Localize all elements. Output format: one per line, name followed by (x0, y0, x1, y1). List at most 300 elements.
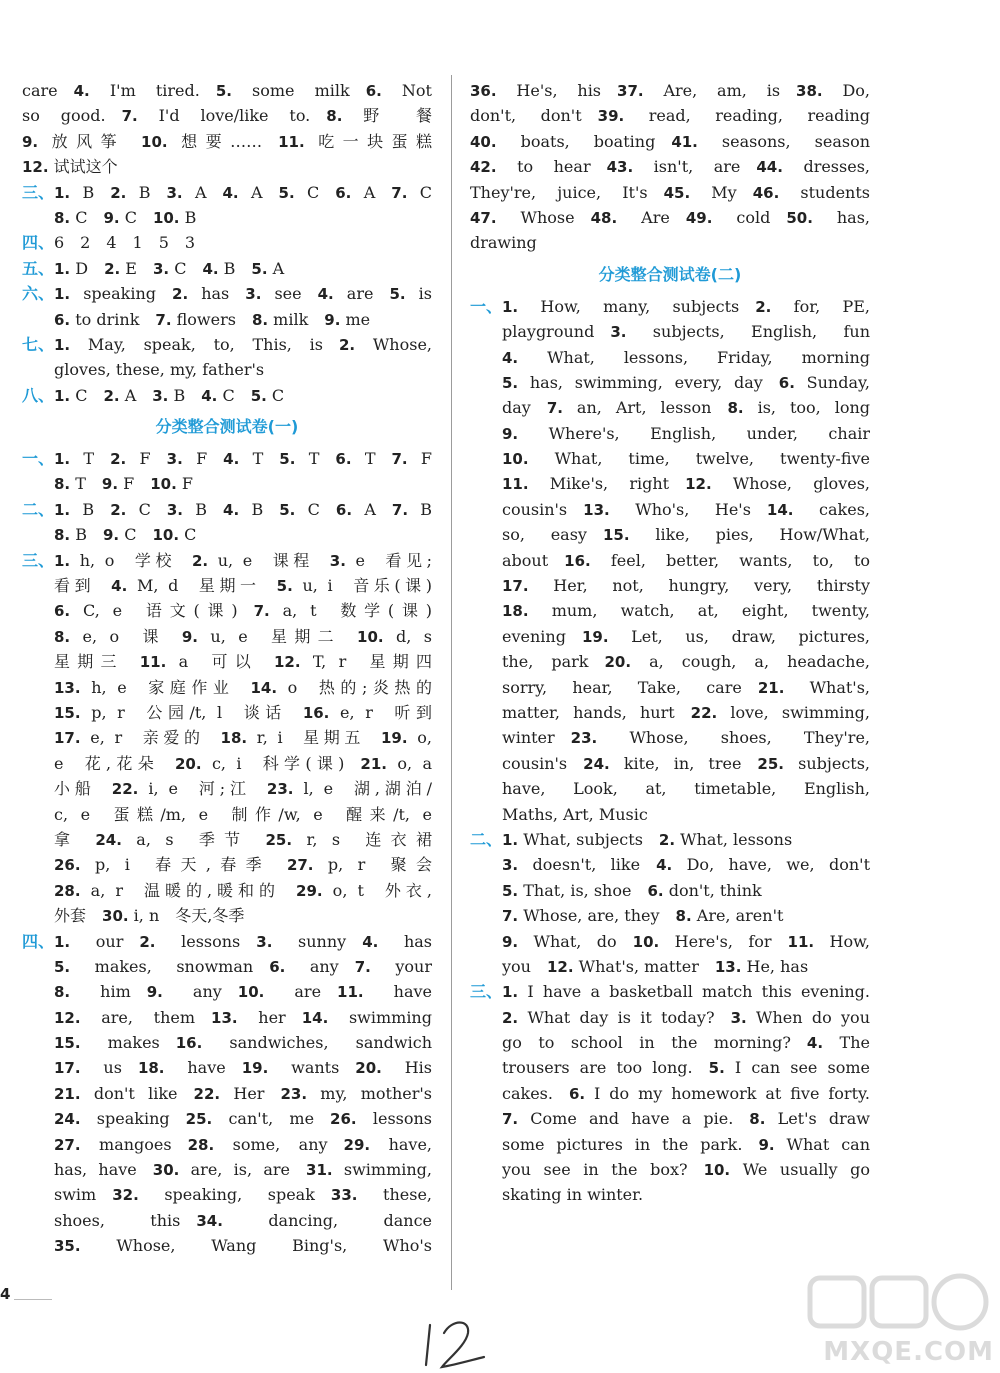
answer-line (22, 307, 432, 332)
answer-line (22, 624, 432, 649)
question-number: 4. (111, 577, 128, 596)
question-number: 8. (749, 1110, 766, 1129)
answer-line (22, 103, 432, 128)
question-number: 1. (54, 551, 71, 570)
question-number: 33. (330, 1186, 358, 1205)
answer-line (22, 649, 432, 674)
answer-line (22, 878, 432, 903)
answer-line (22, 1005, 432, 1030)
answer-line (22, 700, 432, 725)
question-number: 17. (502, 577, 529, 596)
answer-line (470, 878, 870, 903)
question-number: 13. (54, 678, 81, 697)
answer-line (22, 497, 432, 522)
answer-column-left (22, 78, 432, 1259)
question-number: 9. (103, 208, 120, 227)
question-number: 1. (54, 450, 71, 469)
answer-line (22, 1233, 432, 1258)
question-number: 2. (191, 551, 209, 570)
answer-text: 35. Whose, Wang Bing's, Who's (54, 1236, 432, 1256)
question-number: 49. (685, 208, 713, 227)
answer-text: gloves, these, my, father's (54, 360, 265, 380)
answer-text: 1. B 2. B 3. A 4. A 5. C 6. A 7. C (54, 182, 432, 202)
answer-text: 1. speaking 2. has 3. see 4. are 5. is (54, 284, 432, 304)
answer-text: 9. Where's, English, under, chair (502, 423, 870, 443)
answer-text: 1. T 2. F 3. F 4. T 5. T 6. T 7. F (54, 449, 432, 469)
question-number: 6. (568, 1084, 586, 1103)
question-number: 17. (54, 1059, 81, 1078)
answer-line (470, 78, 870, 103)
question-number: 20. (604, 653, 632, 672)
question-number: 13. (583, 500, 610, 519)
question-number: 31. (306, 1161, 333, 1180)
question-number: 3. (610, 323, 627, 342)
answer-text: evening 19. Let, us, draw, pictures, (502, 626, 870, 646)
part-marker: 四、 (22, 931, 55, 951)
question-number: 21. (757, 678, 785, 697)
question-number: 11. (139, 653, 167, 672)
answer-line (470, 675, 870, 700)
answer-text: so, easy 15. like, pies, How/What, (502, 525, 870, 545)
answer-text: 12. are, them 13. her 14. swimming (54, 1007, 432, 1027)
question-number: 29. (296, 881, 323, 900)
section-heading: 分类整合测试卷(二) (598, 264, 742, 284)
answer-text: c, e 蛋糕/m, e 制作/w, e 醒来/t, e (54, 804, 432, 824)
answer-line (470, 294, 870, 319)
answer-text: swim 32. speaking, speak 33. these, (54, 1185, 432, 1205)
question-number: 17. (54, 729, 81, 748)
answer-text: e 花,花朵 20. c, i 科学(课) 21. o, a (54, 753, 432, 773)
question-number: 14. (250, 678, 278, 697)
question-number: 10. (632, 932, 660, 951)
answer-line (470, 827, 870, 852)
part-marker: 七、 (22, 334, 55, 354)
question-number: 2. (110, 450, 127, 469)
answer-line (22, 154, 432, 179)
answer-text: have, Look, at, timetable, English, (502, 779, 870, 799)
answer-text: 28. a, r 温暖的,暖和的 29. o, t 外衣, (54, 880, 432, 900)
question-number: 5. (708, 1059, 725, 1078)
watermark-icon (800, 1270, 1000, 1340)
watermark-text: MXQE.COM (823, 1337, 994, 1367)
question-number: 1. (54, 285, 71, 304)
answer-line (22, 129, 432, 154)
question-number: 5. (279, 450, 296, 469)
question-number: 7. (253, 602, 270, 621)
answer-text: 17. e, r 亲爱的 18. r, i 星期五 19. o, (54, 728, 432, 748)
answer-line (470, 700, 870, 725)
question-number: 11. (502, 475, 529, 494)
answer-text: Maths, Art, Music (502, 804, 648, 824)
question-number: 12. (685, 475, 712, 494)
answer-text: shoes, this 34. dancing, dance (54, 1210, 432, 1230)
answer-line (470, 979, 870, 1004)
answer-line (470, 129, 870, 154)
answer-text: 17. us 18. have 19. wants 20. His (54, 1058, 432, 1078)
answer-text: 7. Come and have a pie. 8. Let's draw (502, 1109, 870, 1129)
question-number: 10. (150, 475, 177, 494)
question-number: 25. (757, 754, 784, 773)
answer-text: 5. has, swimming, every, day 6. Sunday, (502, 372, 870, 392)
answer-line (470, 573, 870, 598)
answer-text: winter 23. Whose, shoes, They're, (502, 728, 870, 748)
question-number: 10. (502, 450, 529, 469)
answer-line (470, 421, 870, 446)
question-number: 9. (181, 627, 198, 646)
question-number: 45. (663, 183, 691, 202)
question-number: 25. (265, 830, 293, 849)
question-number: 2. (502, 1008, 519, 1027)
question-number: 1. (54, 500, 71, 519)
question-number: 8. (54, 983, 71, 1002)
answer-text: has, have 30. are, is, are 31. swimming, (54, 1160, 432, 1180)
question-number: 3. (152, 386, 169, 405)
answer-text: 1. B 2. C 3. B 4. B 5. C 6. A 7. B (54, 499, 432, 519)
answer-line (22, 446, 432, 471)
answer-line (22, 383, 432, 408)
answer-line (22, 954, 432, 979)
answer-text: trousers are too long. 5. I can see some (502, 1058, 870, 1078)
question-number: 3. (245, 285, 262, 304)
question-number: 19. (380, 729, 408, 748)
question-number: 2. (338, 335, 356, 354)
question-number: 1. (502, 297, 519, 316)
question-number: 2. (755, 297, 772, 316)
answer-text: matter, hands, hurt 22. love, swimming, (502, 702, 870, 722)
question-number: 10. (703, 1161, 731, 1180)
answer-line (470, 1157, 870, 1182)
question-number: 48. (590, 208, 618, 227)
question-number: 9. (502, 424, 519, 443)
answer-text: 6. to drink 7. flowers 8. milk 9. me (54, 309, 371, 329)
answer-line (22, 1157, 432, 1182)
question-number: 2. (658, 830, 676, 849)
part-marker: 五、 (22, 258, 55, 278)
answer-line (22, 1055, 432, 1080)
answer-line (22, 357, 432, 382)
answer-line (470, 230, 870, 255)
answer-line (22, 573, 432, 598)
answer-text: 5. makes, snowman 6. any 7. your (54, 956, 432, 976)
question-number: 8. (54, 475, 71, 494)
answer-line (22, 751, 432, 776)
answer-text: 36. He's, his 37. Are, am, is 38. Do, (470, 81, 870, 100)
answer-line (22, 281, 432, 306)
question-number: 23. (266, 780, 294, 799)
question-number: 9. (101, 475, 119, 494)
answer-line (470, 649, 870, 674)
question-number: 12. (546, 957, 574, 976)
part-marker: 一、 (22, 449, 55, 469)
answer-text: 1. h, o 学校 2. u, e 课程 3. e 看见; (54, 550, 432, 570)
question-number: 5. (215, 82, 232, 100)
answer-text: 13. h, e 家庭作业 14. o 热的;炎热的 (54, 677, 432, 697)
question-number: 4. (222, 183, 239, 202)
answer-line (22, 675, 432, 700)
question-number: 39. (597, 107, 625, 126)
answer-line (22, 929, 432, 954)
answer-line (470, 522, 870, 547)
question-number: 30. (102, 907, 129, 926)
answer-text: cakes. 6. I do my homework at five forty. (502, 1083, 870, 1103)
question-number: 32. (112, 1186, 139, 1205)
question-number: 5. (54, 957, 71, 976)
answer-text: 8. B 9. C 10. C (54, 525, 197, 545)
answer-text: 1. How, many, subjects 2. for, PE, (502, 296, 870, 316)
question-number: 7. (502, 907, 519, 926)
answer-text: playground 3. subjects, English, fun (502, 322, 870, 342)
answer-line (22, 1182, 432, 1207)
answer-line (22, 522, 432, 547)
answer-text: 8. e, o 课 9. u, e 星期二 10. d, s (54, 626, 432, 646)
question-number: 8. (326, 107, 343, 126)
question-number: 50. (786, 208, 813, 227)
answer-line (22, 1208, 432, 1233)
answer-text: the, park 20. a, cough, a, headache, (502, 652, 870, 672)
answer-column-right (470, 78, 870, 1208)
question-number: 4. (73, 82, 90, 100)
question-number: 4. (223, 500, 240, 519)
answer-text: 26. p, i 春天,春季 27. p, r 聚会 (54, 855, 432, 875)
question-number: 24. (54, 1110, 81, 1129)
answer-line (22, 230, 432, 255)
question-number: 4. (317, 285, 334, 304)
question-number: 5. (251, 259, 268, 278)
question-number: 4. (502, 348, 519, 367)
question-number: 4. (656, 856, 673, 875)
answer-text: cousin's 24. kite, in, tree 25. subjects, (502, 753, 870, 773)
question-number: 3. (152, 259, 170, 278)
answer-text: skating in winter. (502, 1185, 644, 1205)
answer-text: 11. Mike's, right 12. Whose, gloves, (502, 474, 870, 494)
answer-text: 3. doesn't, like 4. Do, have, we, don't (502, 855, 870, 875)
answer-line (22, 205, 432, 230)
question-number: 13. (211, 1008, 238, 1027)
part-marker: 一、 (470, 296, 503, 316)
question-number: 8. (251, 310, 269, 329)
answer-line (470, 370, 870, 395)
question-number: 3. (256, 932, 273, 951)
question-number: 2. (103, 386, 120, 405)
answer-text: 2. What day is it today? 3. When do you (502, 1007, 870, 1027)
question-number: 12. (54, 1008, 81, 1027)
question-number: 9. (758, 1135, 775, 1154)
answer-line (470, 205, 870, 230)
question-number: 15. (54, 1034, 81, 1053)
question-number: 5. (279, 500, 296, 519)
question-number: 11. (278, 132, 305, 151)
question-number: 15. (602, 526, 630, 545)
answer-text: 9. 放风筝 10. 想要…… 11. 吃一块蛋糕 (22, 131, 432, 151)
question-number: 24. (583, 754, 610, 773)
answer-line (22, 1081, 432, 1106)
question-number: 2. (139, 932, 156, 951)
question-number: 8. (675, 907, 692, 926)
question-number: 12. (22, 158, 49, 177)
part-marker: 二、 (22, 499, 55, 519)
part-marker: 三、 (22, 550, 55, 570)
answer-text: 15. p, r 公园/t, l 谈话 16. e, r 听到 (54, 702, 432, 722)
answer-line (22, 180, 432, 205)
answer-text: some pictures in the park. 9. What can (502, 1134, 870, 1154)
answer-text: 17. Her, not, hungry, very, thirsty (502, 576, 870, 596)
question-number: 9. (324, 310, 341, 329)
answer-text: 8. T 9. F 10. F (54, 474, 193, 494)
answer-line (470, 103, 870, 128)
question-number: 1. (502, 830, 519, 849)
question-number: 22. (111, 780, 139, 799)
answer-line (470, 802, 870, 827)
question-number: 2. (172, 285, 189, 304)
question-number: 6. (335, 183, 352, 202)
question-number: 35. (54, 1237, 81, 1256)
answer-text: 15. makes 16. sandwiches, sandwich (54, 1033, 432, 1053)
answer-text: cousin's 13. Who's, He's 14. cakes, (502, 499, 870, 519)
question-number: 22. (193, 1084, 221, 1103)
question-number: 16. (302, 703, 330, 722)
question-number: 10. (141, 132, 168, 151)
answer-line (470, 345, 870, 370)
question-number: 28. (54, 881, 81, 900)
column-divider (451, 75, 452, 1290)
question-number: 5. (502, 881, 519, 900)
question-number: 23. (570, 729, 598, 748)
question-number: 29. (343, 1135, 371, 1154)
answer-text: 6 2 4 1 5 3 (54, 233, 196, 253)
question-number: 1. (54, 932, 71, 951)
question-number: 18. (137, 1059, 165, 1078)
question-number: 36. (470, 82, 497, 100)
question-number: 1. (54, 335, 71, 354)
question-number: 6. (335, 500, 353, 519)
answer-text: 8. C 9. C 10. B (54, 207, 197, 227)
answer-text: 1. D 2. E 3. C 4. B 5. A (54, 258, 285, 278)
answer-text: 5. That, is, shoe 6. don't, think (502, 880, 762, 900)
answer-line (470, 1182, 870, 1207)
question-number: 19. (241, 1059, 269, 1078)
answer-text: 1. our 2. lessons 3. sunny 4. has (54, 931, 432, 951)
question-number: 42. (470, 158, 497, 177)
answer-text: about 16. feel, better, wants, to, to (502, 550, 870, 570)
question-number: 11. (787, 932, 815, 951)
question-number: 4. (362, 932, 379, 951)
answer-text: 1. C 2. A 3. B 4. C 5. C (54, 385, 285, 405)
answer-line (22, 256, 432, 281)
question-number: 44. (756, 158, 783, 177)
answer-line (470, 1005, 870, 1030)
answer-line (22, 776, 432, 801)
answer-text: sorry, hear, Take, care 21. What's, (502, 677, 870, 697)
answer-line (470, 471, 870, 496)
answer-line (470, 725, 870, 750)
part-marker: 二、 (470, 829, 503, 849)
question-number: 7. (546, 399, 563, 418)
question-number: 4. (806, 1034, 824, 1053)
answer-line (470, 395, 870, 420)
question-number: 7. (391, 450, 408, 469)
question-number: 4. (223, 450, 240, 469)
question-number: 10. (357, 627, 384, 646)
answer-text: 40. boats, boating 41. seasons, season (470, 131, 870, 151)
question-number: 25. (185, 1110, 213, 1129)
answer-text: 24. speaking 25. can't, me 26. lessons (54, 1109, 432, 1129)
part-marker: 六、 (22, 284, 55, 304)
answer-text: so good. 7. I'd love/like to. 8. 野 餐 (22, 106, 432, 126)
question-number: 2. (110, 500, 127, 519)
answer-text: 1. May, speak, to, This, is 2. Whose, (54, 334, 432, 354)
question-number: 9. (146, 983, 163, 1002)
question-number: 3. (502, 856, 519, 875)
question-number: 8. (54, 208, 71, 227)
question-number: 8. (54, 526, 71, 545)
question-number: 7. (354, 957, 371, 976)
answer-text: 10. What, time, twelve, twenty-five (502, 449, 870, 469)
question-number: 14. (766, 500, 794, 519)
answer-line (470, 180, 870, 205)
question-number: 20. (175, 754, 202, 773)
question-number: 9. (22, 132, 39, 151)
answer-text: 6. C, e 语文(课) 7. a, t 数学(课) (54, 601, 432, 621)
question-number: 5. (276, 577, 293, 596)
question-number: 26. (54, 856, 81, 875)
question-number: 27. (286, 856, 314, 875)
question-number: 1. (54, 386, 71, 405)
question-number: 6. (365, 82, 382, 100)
answer-text: 8. him 9. any 10. are 11. have (54, 982, 432, 1002)
answer-line (22, 471, 432, 496)
answer-line (470, 1055, 870, 1080)
answer-text: 42. to hear 43. isn't, are 44. dresses, (470, 157, 870, 177)
answer-text: They're, juice, It's 45. My 46. students (470, 182, 870, 202)
question-number: 37. (617, 82, 644, 100)
answer-line (22, 725, 432, 750)
answer-line (22, 1106, 432, 1131)
answer-text: 星期三 11. a 可以 12. T, r 星期四 (54, 652, 432, 672)
question-number: 30. (152, 1161, 180, 1180)
answer-text: you 12. What's, matter 13. He, has (502, 956, 809, 976)
question-number: 6. (778, 373, 795, 392)
answer-text: drawing (470, 233, 537, 253)
answer-line (22, 852, 432, 877)
answer-line (470, 852, 870, 877)
question-number: 38. (796, 82, 823, 100)
answer-line (22, 802, 432, 827)
answer-line (470, 903, 870, 928)
answer-text: 47. Whose 48. Are 49. cold 50. has, (470, 207, 870, 227)
question-number: 41. (671, 132, 698, 151)
question-number: 21. (360, 754, 387, 773)
question-number: 3. (166, 500, 183, 519)
question-number: 9. (102, 526, 120, 545)
question-number: 13. (714, 957, 742, 976)
answer-line (470, 548, 870, 573)
question-number: 21. (54, 1084, 81, 1103)
question-number: 5. (389, 285, 406, 304)
answer-text: 4. What, lessons, Friday, morning (502, 347, 870, 367)
answer-text: 7. Whose, are, they 8. Are, aren't (502, 906, 784, 926)
answer-line (22, 979, 432, 1004)
answer-text: 12. 试试这个 (22, 157, 118, 177)
question-number: 40. (470, 132, 497, 151)
question-number: 5. (278, 183, 295, 202)
question-number: 18. (502, 602, 529, 621)
question-number: 28. (187, 1135, 215, 1154)
question-number: 1. (54, 183, 71, 202)
question-number: 16. (564, 551, 591, 570)
question-number: 27. (54, 1135, 81, 1154)
answer-line (470, 497, 870, 522)
question-number: 6. (647, 881, 664, 900)
